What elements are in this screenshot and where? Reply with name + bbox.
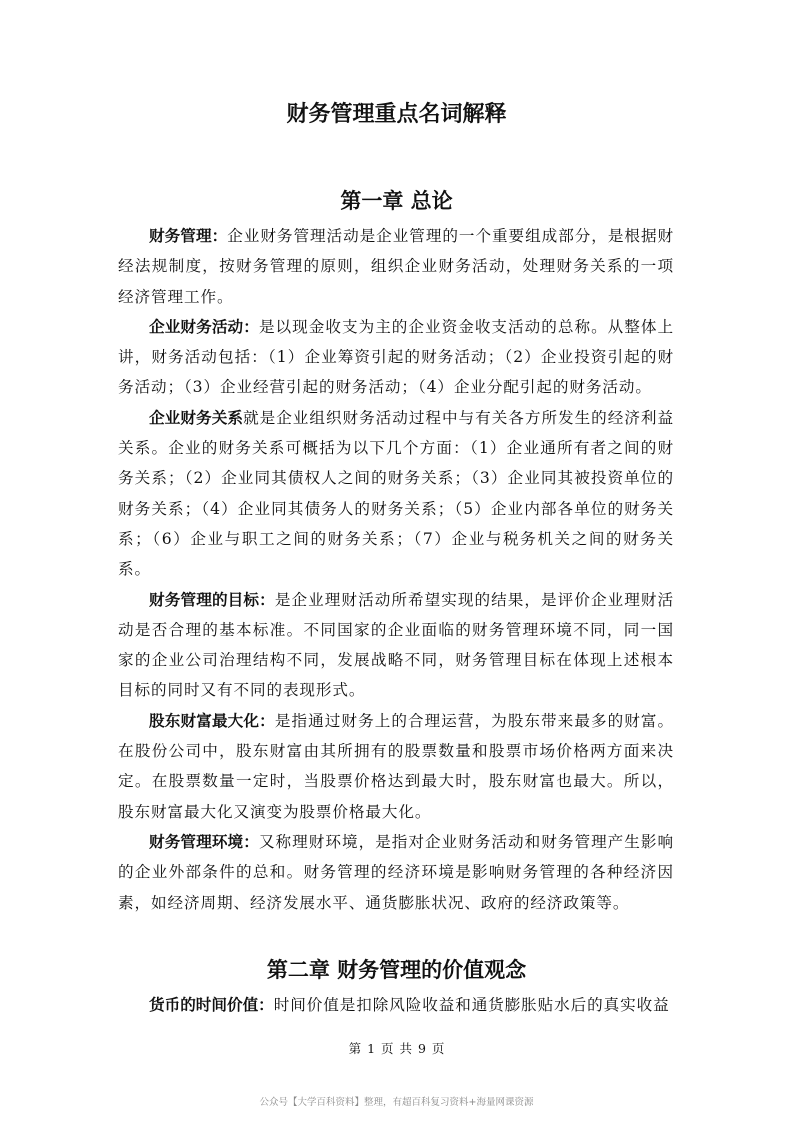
document-title: 财务管理重点名词解释 <box>286 102 507 127</box>
definition-text: 就是企业组织财务活动过程中与有关各方所发生的经济利益关系。企业的财务关系可概括为以下几个方面：（1）企业通所有者之间的财务关系；（2）企业同其债权人之间的财务关系；（3）企业同其被投资单位的财务关系；（4）企业同其债务人的财务关系；（5）企业内部各单位的财务关系；（6）企业与职工之间的财务关系；（7）企业与税务机关之间的财务关系。 <box>118 408 674 579</box>
definition-term: 财务管理环境： <box>149 832 259 851</box>
definition-paragraph <box>118 221 674 312</box>
definition-text: 是指通过财务上的合理运营，为股东带来最多的财富。在股份公司中，股东财富由其所拥有的股票数量和股票市场价格两方面来决定。在股票数量一定时，当股票价格达到最大时，股东财富也最大。所以，股东财富最大化又演变为股票价格最大化。 <box>118 711 674 821</box>
definition-text: 又称理财环境，是指对企业财务活动和财务管理产生影响的企业外部条件的总和。财务管理的经济环境是影响财务管理的各种经济因素，如经济周期、经济发展水平、通货膨胀状况、政府的经济政策等。 <box>118 832 674 912</box>
definition-term: 财务管理的目标： <box>149 590 275 609</box>
chapter-1-body <box>118 221 674 918</box>
definition-text: 时间价值是扣除风险收益和通货膨胀贴水后的真实收益 <box>273 996 670 1014</box>
definition-term: 财务管理： <box>149 227 228 245</box>
definition-paragraph <box>118 585 674 706</box>
page-number: 第 1 页 共 9 页 <box>348 1041 445 1056</box>
definition-paragraph <box>118 312 674 403</box>
chapter-2-body <box>118 990 674 1020</box>
definition-text: 是企业理财活动所希望实现的结果，是评价企业理财活动是否合理的基本标准。不同国家的企业面临的财务管理环境不同，同一国家的企业公司治理结构不同，发展战略不同，财务管理目标在体现上述根本目标的同时又有不同的表现形式。 <box>118 590 674 700</box>
definition-text: 企业财务管理活动是企业管理的一个重要组成部分，是根据财经法规制度，按财务管理的原则，组织企业财务活动，处理财务关系的一项经济管理工作。 <box>118 227 674 306</box>
definition-paragraph <box>118 706 674 827</box>
definition-paragraph <box>118 827 674 918</box>
definition-paragraph <box>118 990 674 1020</box>
definition-term: 企业财务活动： <box>149 317 259 336</box>
chapter-heading-1: 第一章 总论 <box>340 189 453 213</box>
definition-text: 是以现金收支为主的企业资金收支活动的总称。从整体上讲，财务活动包括：（1）企业筹资引起的财务活动；（2）企业投资引起的财务活动；（3）企业经营引起的财务活动；（4）企业分配引起的财务活动。 <box>118 317 674 397</box>
chapter-heading-2: 第二章 财务管理的价值观念 <box>266 958 527 982</box>
definition-term: 企业财务关系 <box>149 408 244 427</box>
definition-term: 货币的时间价值： <box>149 996 274 1014</box>
definition-term: 股东财富最大化： <box>149 711 275 730</box>
footer-watermark: 公众号【大学百科资料】整理，有超百科复习资料+海量网课资源 <box>259 1097 534 1108</box>
definition-paragraph <box>118 403 674 585</box>
